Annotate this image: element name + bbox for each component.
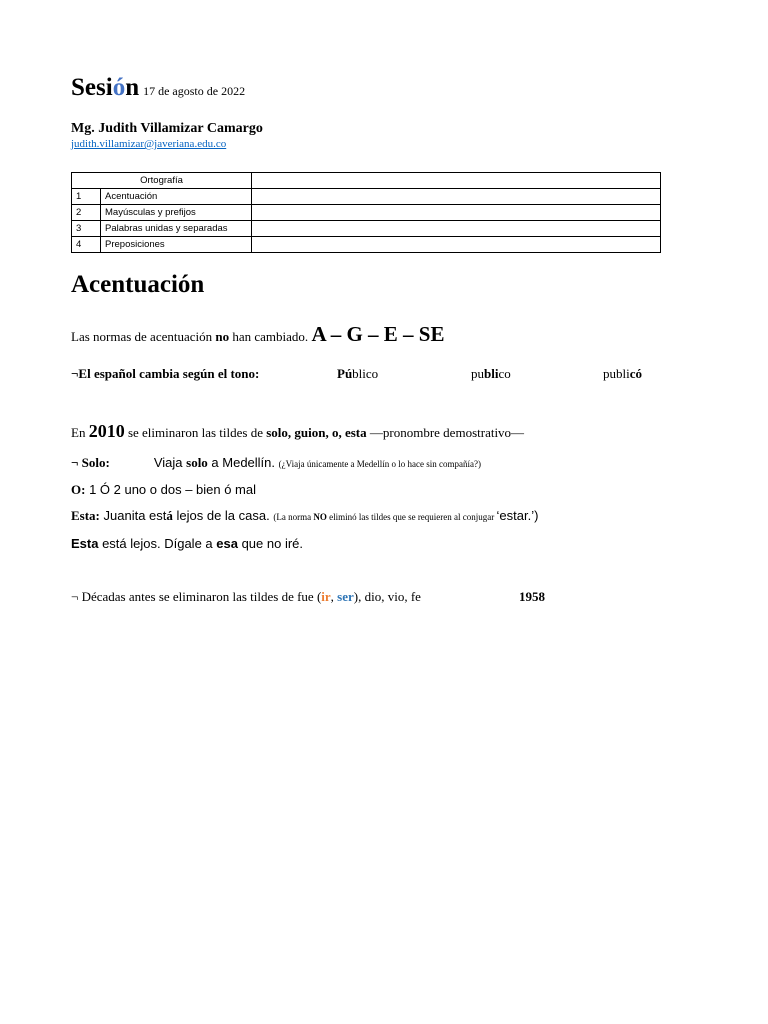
esta-word: Esta (71, 536, 99, 551)
norms-line (71, 322, 444, 347)
session-date: 17 de agosto de 2022 (143, 84, 246, 98)
word-pre: publi (603, 366, 630, 381)
row-number: 1 (72, 189, 101, 205)
text: que no iré. (237, 536, 304, 551)
text: Juanita est (99, 508, 167, 523)
decadas-line (71, 589, 421, 605)
o-example-line (71, 482, 256, 498)
table-row (72, 221, 661, 237)
example-word-publico (337, 366, 378, 382)
page-title (71, 74, 245, 105)
text: se eliminaron las tildes de (124, 425, 267, 440)
note-end: ‘estar.’) (496, 508, 539, 523)
example-word-publico-3 (603, 366, 642, 382)
word-pre: pu (471, 366, 484, 381)
text: Viaja (153, 455, 187, 470)
solo-label: ¬ Solo: (71, 455, 110, 470)
norms-text: Las normas de acentuación (71, 329, 216, 344)
row-notes (252, 221, 661, 237)
esta-example-line (71, 508, 538, 524)
row-notes (252, 205, 661, 221)
ser-word: ser (337, 589, 354, 604)
text: está lejos. Dígale a (98, 536, 217, 551)
stressed-syllable: Pú (337, 366, 353, 381)
table-header-empty (252, 173, 661, 189)
row-topic: Acentuación (101, 189, 252, 205)
row-topic: Palabras unidas y separadas (101, 221, 252, 237)
row-number: 3 (72, 221, 101, 237)
tono-label: ¬El español cambia según el tono: (71, 366, 260, 381)
table-header-row (72, 173, 661, 189)
age-rule: A – G – E – SE (311, 322, 445, 346)
norms-text-post: han cambiado. (229, 329, 312, 344)
text: lejos de la casa. (172, 508, 274, 523)
table-row (72, 189, 661, 205)
text: ), dio, vio, fe (353, 589, 421, 604)
note-text: eliminó las tildes que se requieren al conjugar (326, 512, 497, 522)
word-post: co (498, 366, 511, 381)
author-email-link[interactable]: judith.villamizar@javeriana.edu.co (71, 138, 227, 150)
year-2010-line (71, 421, 524, 442)
word-rest: blico (352, 366, 379, 381)
eliminated-words: solo, guion, o, esta (266, 425, 367, 440)
note-text: (La norma (273, 512, 314, 522)
stressed-syllable: có (629, 366, 643, 381)
title-text-start: Sesi (71, 74, 113, 101)
o-label: O: (71, 482, 86, 497)
text: ¬ Décadas antes se eliminaron las tildes de fue ( (71, 589, 322, 604)
row-notes (252, 189, 661, 205)
section-heading: Acentuación (71, 271, 205, 298)
esta-label: Esta: (71, 508, 100, 523)
text: En (71, 425, 89, 440)
stressed-syllable: bli (484, 366, 499, 381)
text: —pronombre demostrativo— (366, 425, 525, 440)
solo-note: (¿Viaja únicamente a Medellín o lo hace sin compañía?) (278, 459, 482, 469)
row-topic: Preposiciones (101, 237, 252, 253)
topics-table (71, 172, 661, 253)
table-header-title: Ortografía (72, 173, 252, 189)
author-name: Mg. Judith Villamizar Camargo (71, 121, 263, 136)
solo-word: solo (186, 455, 208, 470)
text: , (330, 589, 338, 604)
norms-bold: no (215, 329, 230, 344)
year-2010: 2010 (88, 421, 125, 441)
text: a Medellín. (207, 455, 279, 470)
example-word-publico-2 (471, 366, 511, 382)
ir-word: ir (321, 589, 331, 604)
note-bold: NO (313, 512, 327, 522)
accent-letter: á (166, 508, 173, 523)
esa-word: esa (216, 536, 238, 551)
row-notes (252, 237, 661, 253)
solo-example-line (71, 455, 481, 471)
title-accent-letter: ó (112, 74, 126, 101)
table-row (72, 205, 661, 221)
row-number: 4 (72, 237, 101, 253)
esta2-example-line (71, 536, 303, 551)
row-number: 2 (72, 205, 101, 221)
year-1958: 1958 (519, 589, 545, 604)
table-row (72, 237, 661, 253)
o-text: 1 Ó 2 uno o dos – bien ó mal (85, 482, 257, 497)
row-topic: Mayúsculas y prefijos (101, 205, 252, 221)
title-text-end: n (125, 74, 140, 101)
